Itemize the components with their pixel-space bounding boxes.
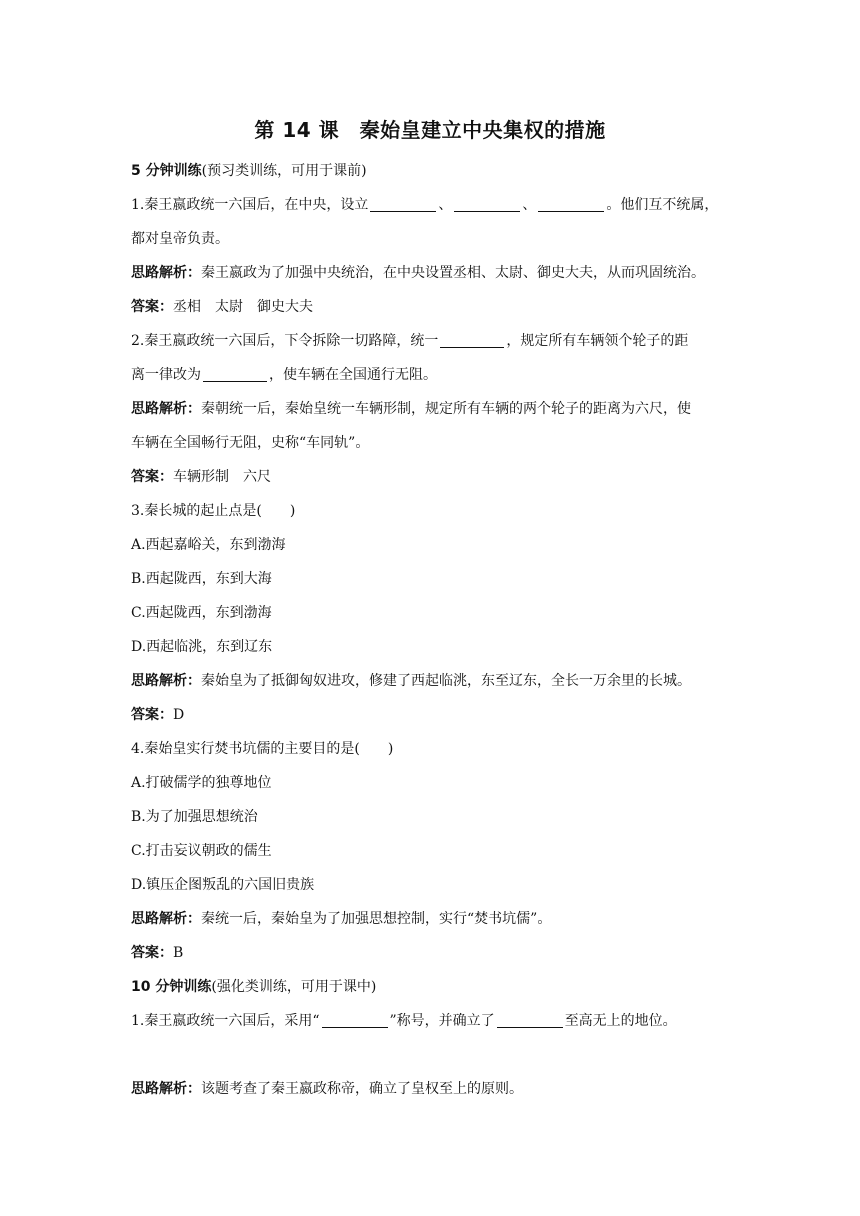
question-text: ，规定所有车辆领个轮子的距 [506,333,689,349]
option-c[interactable]: C.打击妄议朝政的儒生 [131,843,272,859]
question-5-line-1 [131,1004,731,1038]
section-heading-10min [131,970,731,1004]
analysis-2-line-2: 车辆在全国畅行无阻，史称“车同轨”。 [131,435,370,451]
option-d[interactable]: D.西起临洮，东到辽东 [131,639,273,655]
analysis-5 [131,1072,731,1106]
question-1-line-2: 都对皇帝负责。 [131,231,229,247]
answer-label: 答案： [131,707,173,723]
answer-blank[interactable] [440,331,504,348]
answer-4 [131,936,731,970]
separator: 、 [438,197,453,213]
document-body [131,154,731,1106]
option-a[interactable]: A.西起嘉峪关，东到渤海 [131,537,286,553]
answer-text: 车辆形制 六尺 [173,469,271,485]
answer-text: 丞相 太尉 御史大夫 [173,299,313,315]
answer-blank[interactable] [370,195,436,212]
answer-blank[interactable] [454,195,520,212]
question-text: ，使车辆在全国通行无阻。 [269,367,437,383]
question-3-stem: 3.秦长城的起止点是( ) [131,503,296,519]
answer-label: 答案： [131,299,173,315]
analysis-3 [131,664,731,698]
analysis-label: 思路解析： [131,911,201,927]
analysis-text: 秦始皇为了抵御匈奴进攻，修建了西起临洮，东至辽东，全长一万余里的长城。 [201,673,691,689]
answer-text: B [173,945,184,961]
option-a[interactable]: A.打破儒学的独尊地位 [131,775,272,791]
analysis-text: 秦王嬴政为了加强中央统治，在中央设置丞相、太尉、御史大夫，从而巩固统治。 [201,265,705,281]
answer-3 [131,698,731,732]
analysis-4 [131,902,731,936]
analysis-2-line-1 [131,392,731,426]
question-text: 离一律改为 [131,367,201,383]
answer-2 [131,460,731,494]
section-heading-label: 5 分钟训练 [131,163,202,179]
answer-blank[interactable] [203,365,267,382]
answer-text: D [173,707,185,723]
answer-1 [131,290,731,324]
answer-label: 答案： [131,469,173,485]
section-heading-5min [131,154,731,188]
page-title: 第 14 课 秦始皇建立中央集权的措施 [254,118,606,142]
analysis-text: 秦朝统一后，秦始皇统一车辆形制，规定所有车辆的两个轮子的距离为六尺，使 [201,401,691,417]
option-d[interactable]: D.镇压企图叛乱的六国旧贵族 [131,877,315,893]
analysis-label: 思路解析： [131,401,201,417]
option-c[interactable]: C.西起陇西，东到渤海 [131,605,272,621]
analysis-label: 思路解析： [131,673,201,689]
question-text: 1.秦王嬴政统一六国后，在中央，设立 [131,197,369,213]
analysis-label: 思路解析： [131,265,201,281]
question-text: 2.秦王嬴政统一六国后，下令拆除一切路障，统一 [131,333,439,349]
section-heading-note: (预习类训练，可用于课前) [201,163,367,179]
option-b[interactable]: B.为了加强思想统治 [131,809,258,825]
question-text: ”称号，并确立了 [389,1013,495,1029]
section-heading-note: (强化类训练，可用于课中) [211,979,377,995]
analysis-label: 思路解析： [131,1081,201,1097]
question-2-line-2 [131,358,731,392]
analysis-text: 秦统一后，秦始皇为了加强思想控制，实行“焚书坑儒”。 [201,911,552,927]
question-text: 1.秦王嬴政统一六国后，采用“ [131,1013,320,1029]
question-4-stem: 4.秦始皇实行焚书坑儒的主要目的是( ) [131,741,394,757]
answer-blank[interactable] [497,1011,563,1028]
answer-blank[interactable] [322,1011,388,1028]
analysis-1 [131,256,731,290]
analysis-text: 该题考查了秦王嬴政称帝，确立了皇权至上的原则。 [201,1081,523,1097]
question-1-line-1 [131,188,731,222]
option-b[interactable]: B.西起陇西，东到大海 [131,571,272,587]
question-text: 至高无上的地位。 [564,1013,677,1029]
separator: 、 [522,197,537,213]
question-2-line-1 [131,324,731,358]
answer-blank[interactable] [538,195,604,212]
question-text: 。他们互不统属， [606,197,719,213]
section-heading-label: 10 分钟训练 [131,979,212,995]
answer-label: 答案： [131,945,173,961]
